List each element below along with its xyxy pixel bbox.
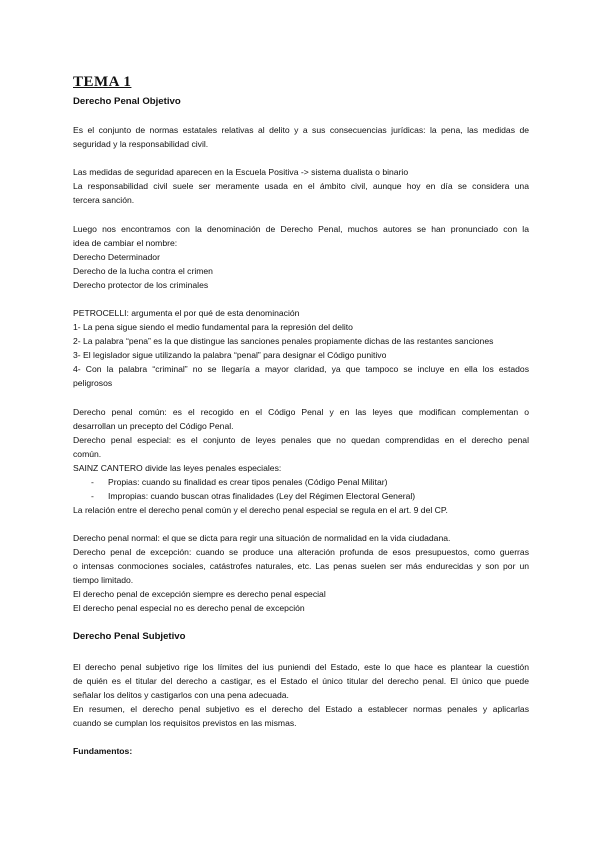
paragraph-line: común. [73, 449, 102, 459]
paragraph-line: Las medidas de seguridad aparecen en la Escuela Positiva -> sistema dualista o binario [73, 167, 409, 177]
paragraph-line: tiempo limitado. [73, 575, 134, 585]
list-item: 1- La pena sigue siendo el medio fundamental para la represión del delito [73, 322, 353, 332]
paragraph-line: Derecho penal común: es el recogido en el Código Penal y en las leyes que modifican complementan o [73, 407, 529, 417]
paragraph-line: tercera sanción. [73, 195, 135, 205]
paragraph-line: cuando se cumplan los requisitos previstos en las mismas. [73, 718, 297, 728]
paragraph-line: SAINZ CANTERO divide las leyes penales especiales: [73, 463, 282, 473]
paragraph-line: señalar los delitos y castigarlos con una pena adecuada. [73, 690, 289, 700]
list-item: 4- Con la palabra “criminal” no se llegaría a mayor claridad, ya que tampoco se incluye en ella los estados [73, 364, 529, 374]
bullet-item: Propias: cuando su finalidad es crear tipos penales (Código Penal Militar) [108, 477, 388, 487]
paragraph-line: En resumen, el derecho penal subjetivo es el derecho del Estado a establecer normas penales y aplicarlas [73, 704, 529, 714]
bullet-mark: - [91, 491, 94, 501]
section-heading-subjetivo: Derecho Penal Subjetivo [73, 631, 186, 642]
paragraph-line: La relación entre el derecho penal común y el derecho penal especial se regula en el art. 9 del CP. [73, 505, 448, 515]
paragraph-line: Derecho penal especial: es el conjunto de leyes penales que no quedan comprendidas en el derecho penal [73, 435, 529, 445]
paragraph-line: idea de cambiar el nombre: [73, 238, 178, 248]
paragraph-line: o intensas conmociones sociales, catástrofes naturales, etc. Las penas suelen ser más endurecidas y son por un [73, 561, 529, 571]
paragraph-line: desarrollan un precepto del Código Penal. [73, 421, 234, 431]
bullet-item: Impropias: cuando buscan otras finalidades (Ley del Régimen Electoral General) [108, 491, 416, 501]
section-heading-objetivo: Derecho Penal Objetivo [73, 96, 181, 107]
paragraph-line: El derecho penal de excepción siempre es derecho penal especial [73, 589, 326, 599]
paragraph-line: Luego nos encontramos con la denominación de Derecho Penal, muchos autores se han pronunciado con la [73, 224, 529, 234]
paragraph-line: Derecho Determinador [73, 252, 160, 262]
paragraph-line: peligrosos [73, 378, 113, 388]
paragraph-line: Derecho penal normal: el que se dicta para regir una situación de normalidad en la vida ciudadana. [73, 533, 451, 543]
page-title: TEMA 1 [73, 74, 132, 90]
paragraph-line: La responsabilidad civil suele ser meramente usada en el ámbito civil, aunque hoy en día se considera una [73, 181, 529, 191]
section-heading-fundamentos: Fundamentos: [73, 746, 133, 756]
list-item: 2- La palabra “pena” es la que distingue las sanciones penales propiamente dichas de las restantes sanciones [73, 336, 494, 346]
bullet-mark: - [91, 477, 94, 487]
list-item: 3- El legislador sigue utilizando la palabra “penal” para designar el Código punitivo [73, 350, 387, 360]
paragraph-line: Derecho protector de los criminales [73, 280, 209, 290]
paragraph-line: El derecho penal especial no es derecho penal de excepción [73, 603, 305, 613]
paragraph-line: El derecho penal subjetivo rige los límites del ius puniendi del Estado, este lo que hace es plantear la cuestión [73, 662, 529, 672]
paragraph-line: PETROCELLI: argumenta el por qué de esta denominación [73, 308, 300, 318]
paragraph-line: seguridad y la responsabilidad civil. [73, 139, 209, 149]
paragraph-line: Derecho de la lucha contra el crimen [73, 266, 213, 276]
paragraph-line: de quién es el titular del derecho a castigar, es el Estado el único titular del derecho penal. El único que puede [73, 676, 529, 686]
paragraph-line: Derecho penal de excepción: cuando se produce una alteración profunda de esos presupuestos, como guerras [73, 547, 529, 557]
paragraph-line: Es el conjunto de normas estatales relativas al delito y a sus consecuencias jurídicas: la pena, las medidas de [73, 125, 529, 135]
